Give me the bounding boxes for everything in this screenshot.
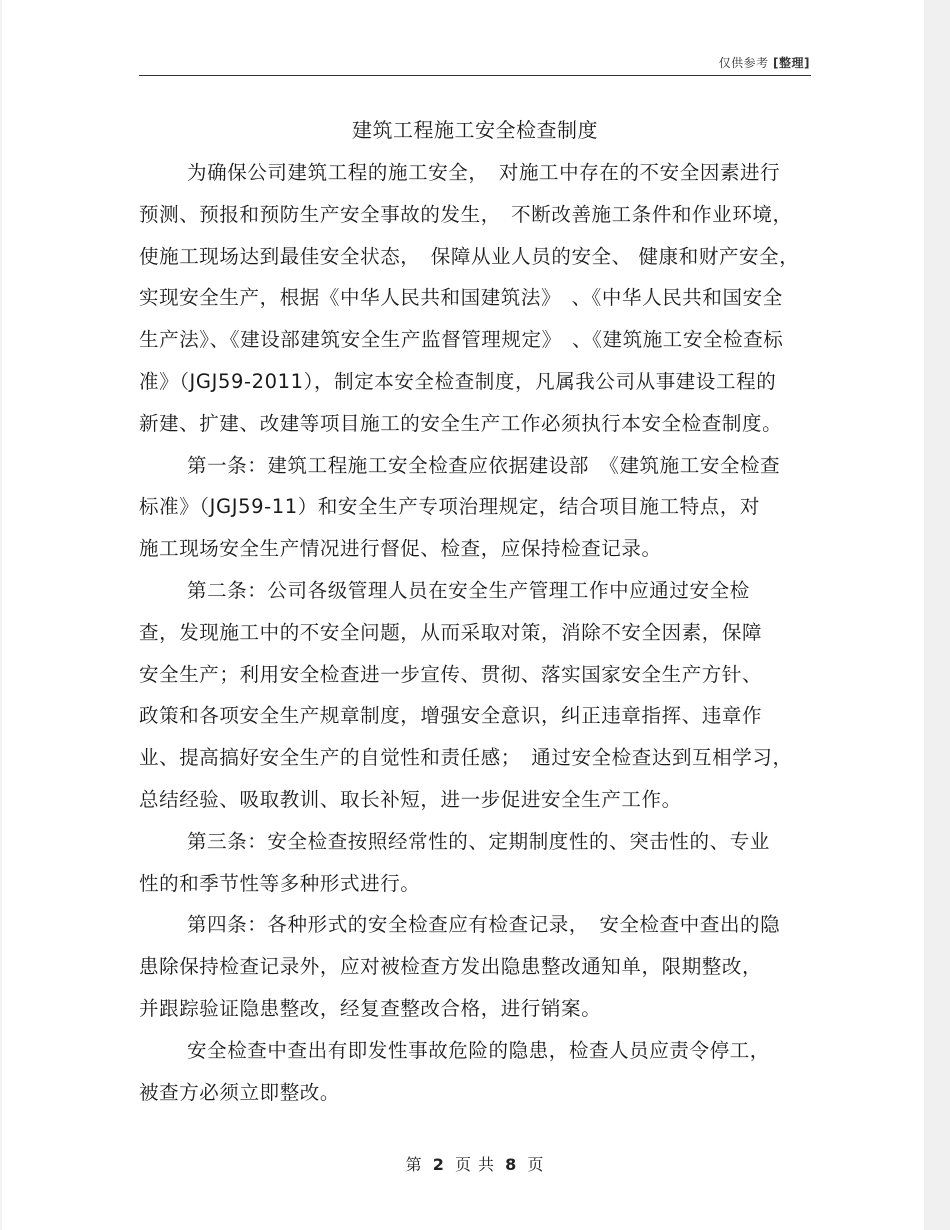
paragraph-line: 施工现场安全生产情况进行督促、检查，应保持检查记录。: [139, 537, 662, 561]
footer-prefix: 第: [405, 1155, 423, 1174]
paragraph-line: 第一条：建筑工程施工安全检查应依据建设部 《建筑施工安全检查: [187, 453, 781, 477]
paragraph-line: 使施工现场达到最佳安全状态， 保障从业人员的安全、 健康和财产安全，: [139, 244, 800, 268]
footer-middle: 页 共: [454, 1155, 496, 1174]
paragraph-line: 标准》（JGJ59-11）和安全生产专项治理规定，结合项目施工特点，对: [139, 495, 761, 519]
paragraph-line: 生产法》、《建设部建筑安全生产监督管理规定》 、《建筑施工安全检查标: [139, 328, 784, 352]
header-divider: [139, 75, 811, 76]
current-page-number: 2: [432, 1155, 445, 1174]
paragraph-line: 患除保持检查记录外，应对被检查方发出隐患整改通知单，限期整改，: [139, 955, 763, 979]
paragraph-line: 第二条：公司各级管理人员在安全生产管理工作中应通过安全检: [187, 578, 750, 602]
paragraph-line: 业、提高搞好安全生产的自觉性和责任感； 通过安全检查达到互相学习，: [139, 746, 793, 770]
paragraph-line: 政策和各项安全生产规章制度，增强安全意识，纠正违章指挥、违章作: [139, 704, 763, 728]
paragraph-line: 第三条：安全检查按照经常性的、定期制度性的、突击性的、专业: [187, 829, 770, 853]
paragraph-line: 总结经验、吸取教训、取长补短，进一步促进安全生产工作。: [139, 787, 682, 811]
paragraph-line: 实现安全生产，根据《中华人民共和国建筑法》 、《中华人民共和国安全: [139, 286, 783, 310]
page-right-margin: [924, 0, 950, 1230]
page-left-edge: [0, 0, 2, 1230]
paragraph-line: 准》（JGJ59-2011），制定本安全检查制度，凡属我公司从事建设工程的: [139, 369, 777, 393]
header-tag: [整理]: [773, 56, 810, 70]
paragraph-line: 新建、扩建、改建等项目施工的安全生产工作必须执行本安全检查制度。: [139, 411, 783, 435]
page-footer: [0, 1152, 950, 1175]
paragraph-line: 安全生产；利用安全检查进一步宣传、贯彻、落实国家安全生产方针、: [139, 662, 763, 686]
paragraph-line: 预测、预报和预防生产安全事故的发生， 不断改善施工条件和作业环境，: [139, 202, 793, 226]
paragraph-line: 性的和季节性等多种形式进行。: [139, 871, 421, 895]
document-title: 建筑工程施工安全检查制度: [352, 118, 598, 142]
header-note-text: 仅供参考: [718, 56, 769, 70]
paragraph-line: 被查方必须立即整改。: [139, 1080, 341, 1104]
footer-suffix: 页: [527, 1155, 545, 1174]
total-page-count: 8: [505, 1155, 518, 1174]
paragraph-line: 查，发现施工中的不安全问题，从而采取对策，消除不安全因素，保障: [139, 620, 763, 644]
document-body: [139, 152, 811, 1113]
paragraph-line: 并跟踪验证隐患整改，经复查整改合格，进行销案。: [139, 996, 602, 1020]
paragraph-line: 第四条：各种形式的安全检查应有检查记录， 安全检查中查出的隐: [187, 913, 781, 937]
paragraph-line: 安全检查中查出有即发性事故危险的隐患，检查人员应责令停工，: [187, 1038, 770, 1062]
paragraph-line: 为确保公司建筑工程的施工安全， 对施工中存在的不安全因素进行: [187, 161, 781, 184]
header-note: [719, 54, 810, 71]
